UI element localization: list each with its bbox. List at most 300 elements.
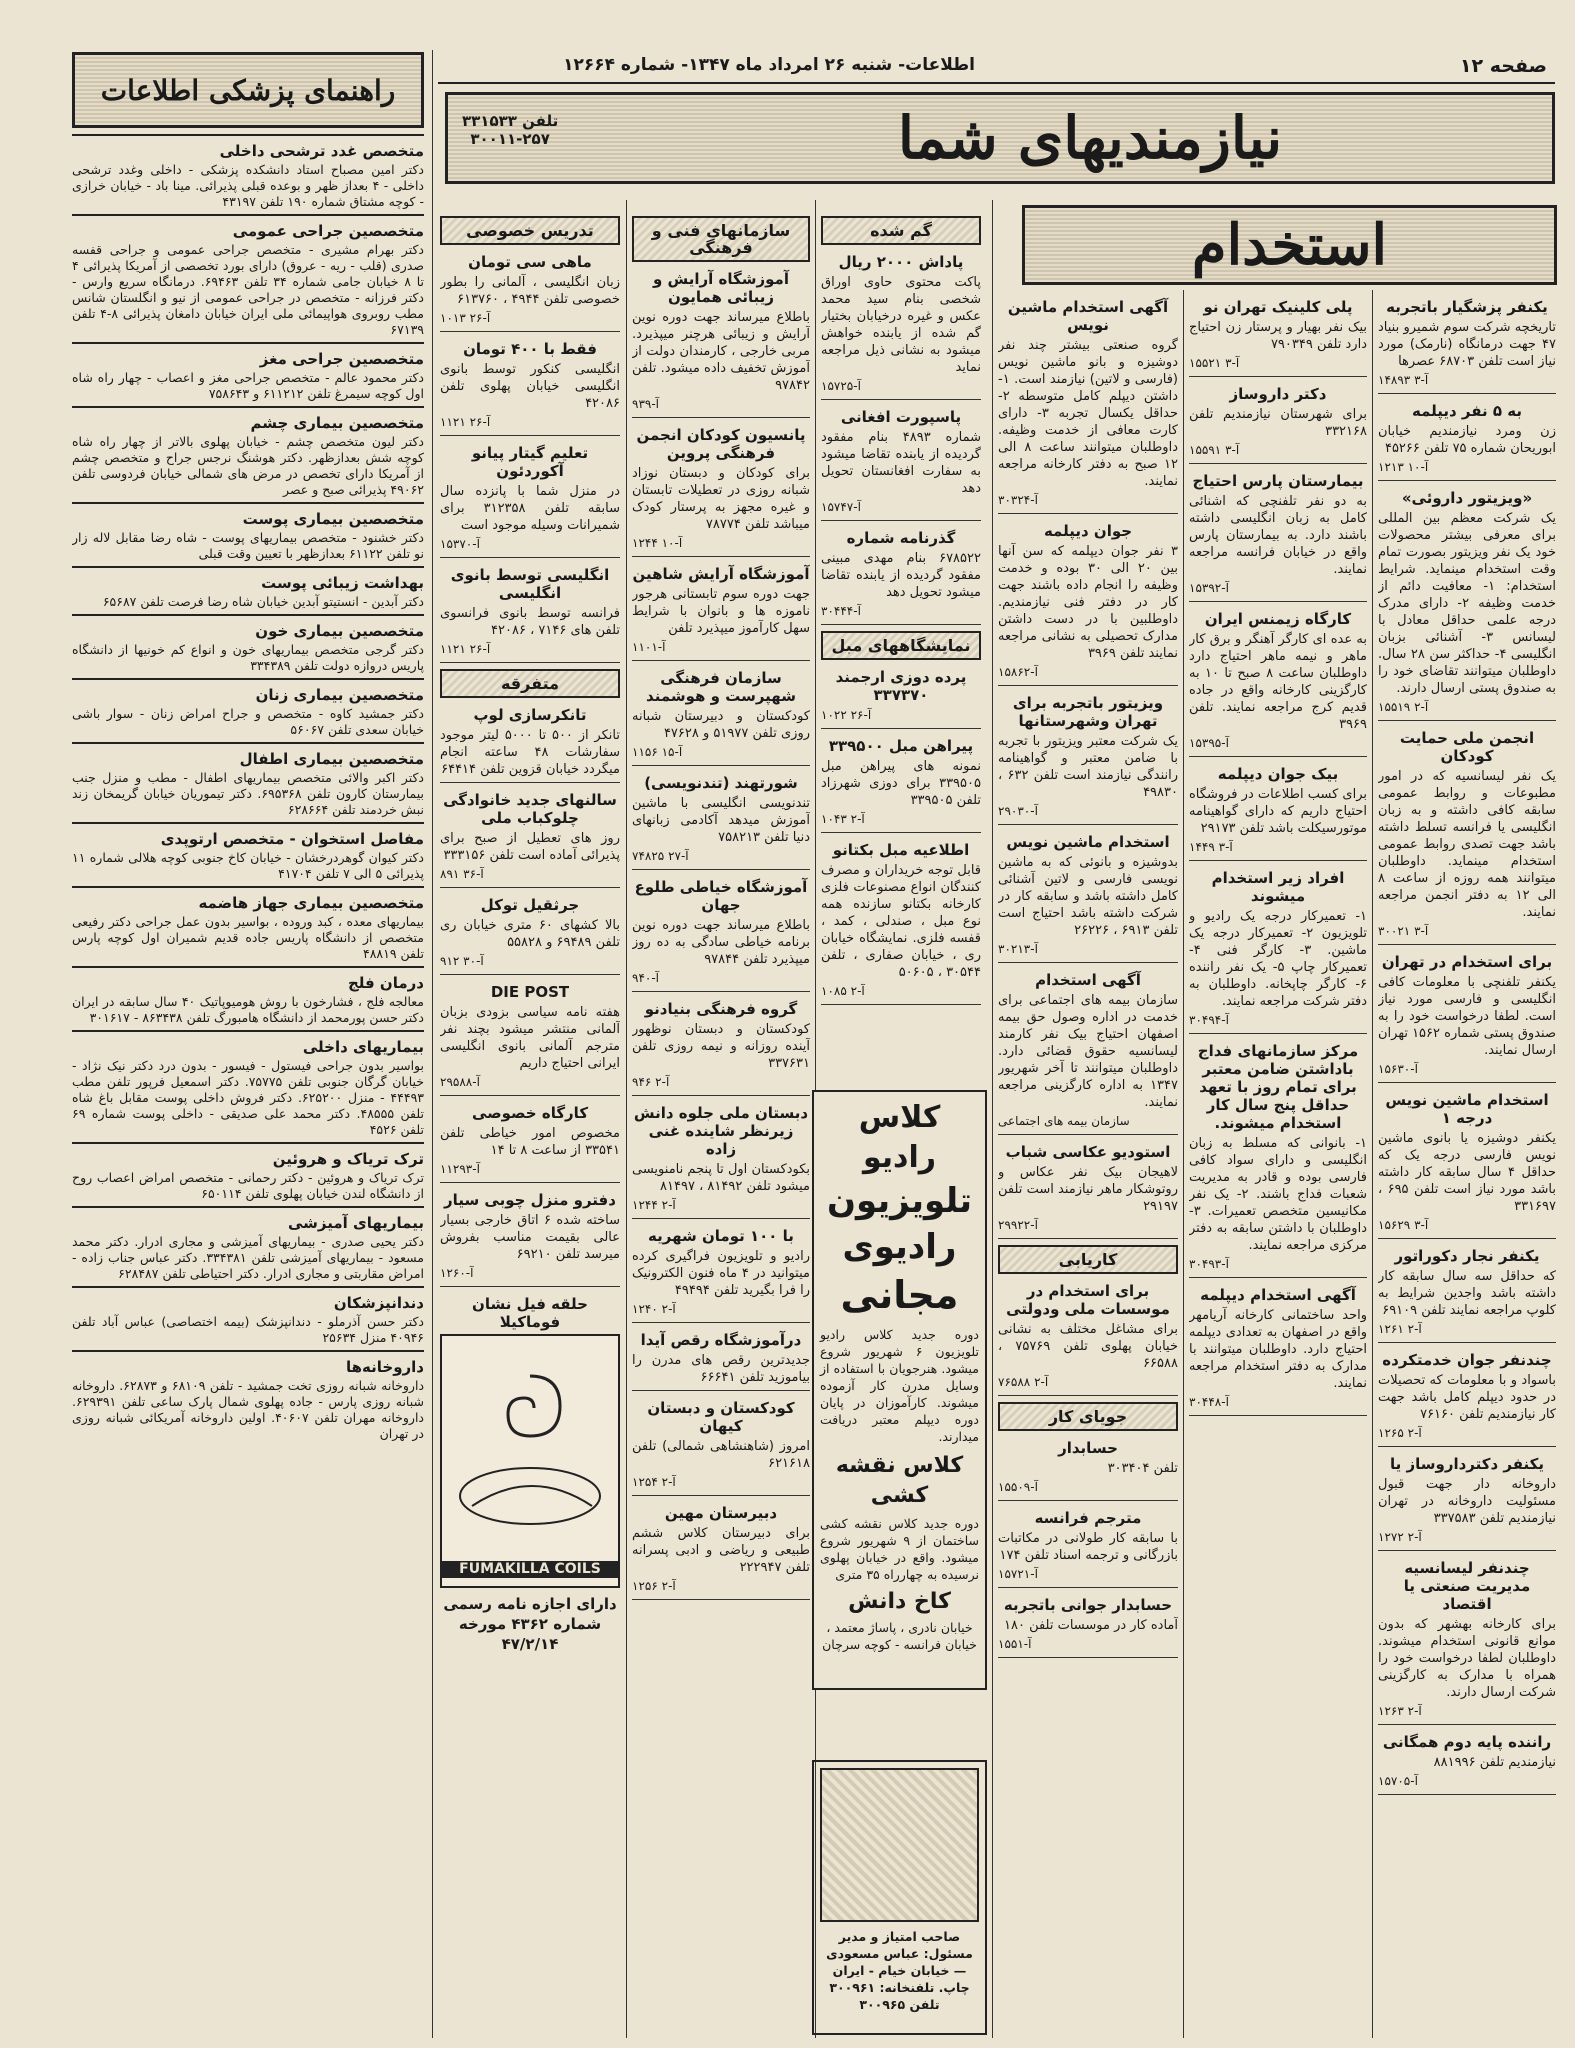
ad-title: آموزشگاه آرایش شاهین	[632, 565, 810, 583]
ad-divider	[998, 1657, 1178, 1658]
medical-section-text: دکتر حسن آذرملو - دندانپزشک (بیمه اختصاصی) عباس آباد تلفن ۴۰۹۴۶ منزل ۲۵۶۳۴	[72, 1314, 424, 1345]
ad-text: بکودکستان اول تا پنجم نامنویسی میشود تلفن ۸۱۴۹۲ ، ۸۱۴۹۷	[632, 1162, 810, 1194]
ad-title: پاداش ۲۰۰۰ ریال	[838, 253, 964, 271]
ad-divider	[440, 974, 620, 975]
ad-title: انگلیسی توسط بانوی انگلیسی	[450, 566, 610, 602]
ad-text: در منزل شما با پانزده سال سابقه تلفن ۳۱۲۳۵۸ برای شمیرانات وسیله موجود است	[440, 484, 620, 533]
section-bar	[72, 1286, 424, 1288]
ad-divider	[440, 557, 620, 558]
ad-ref: آ-۲۹۵۸۸	[440, 1075, 480, 1089]
ad-ref: آ-۲۹۰۳۰	[998, 804, 1038, 818]
column-divider	[626, 200, 627, 2038]
ad-divider	[1378, 1724, 1556, 1725]
section-bar	[72, 342, 424, 344]
section-bar	[72, 1350, 424, 1352]
ad-ref: آ-۳۰۳۲۴	[998, 493, 1038, 507]
radio-class-ad	[812, 1090, 987, 1690]
tadris-head: تدریس خصوصی	[440, 216, 620, 245]
ad-title: حسابدار جوانی باتجربه	[1003, 1596, 1173, 1614]
ad-divider	[998, 1238, 1178, 1239]
medical-section-title: بیماریهای داخلی	[302, 1038, 424, 1056]
medical-section-title: متخصصین بیماری اطفال	[239, 750, 424, 768]
ad-text: مخصوص امور خیاطی تلفن ۳۳۵۴۱ از ساعت ۸ تا ۱۴	[440, 1126, 620, 1158]
ad-ref: آ-۹۴۰	[632, 971, 660, 985]
ad-divider	[632, 869, 810, 870]
medical-section-text: معالجه فلج ، فشارخون با روش هومیوپاتیک ۴۰ سال سابقه در ایران دکتر حسن پورمحمد از دانشگاه هامبورگ تلفن ۸۶۳۴۳۸ - ۳۰۱۶۱۷	[72, 994, 424, 1025]
ad-text: شماره ۴۸۹۳ بنام مفقود گردیده از یابنده تقاضا میشود به سفارت افغانستان تحویل دهد	[821, 430, 981, 496]
ad-text: برای دبیرستان کلاس ششم طبیعی و ریاضی و ادبی پسرانه تلفن ۲۲۲۹۴۷	[632, 1526, 810, 1575]
ad-ref: آ-۳ ۳۰۰۲۱	[1378, 924, 1429, 938]
medical-section-title: داروخانه‌ها	[345, 1358, 424, 1376]
ad-divider	[1189, 860, 1367, 861]
ad-ref: آ-۱۰ ۱۲۴۴	[632, 536, 683, 550]
radio-line-3: رادیوی	[842, 1227, 957, 1267]
ad-title: پرده دوزی ارجمند ۳۳۷۳۷۰	[835, 668, 967, 704]
ad-ref: آ-۳۶ ۸۹۱	[440, 867, 484, 881]
ad-title: بیمارستان پارس احتیاج	[1192, 472, 1364, 490]
ad-ref: آ-۲ ۱۲۴۴	[632, 1198, 676, 1212]
radio-text: دوره جدید کلاس رادیو تلویزیون ۶ شهریور شروع میشود. هنرجویان با استفاده از وسایل مدرن کار آزموده میشوند. کارآموزان در پایان دوره دیپلم معتبر دریافت میدارند.	[820, 1327, 979, 1444]
ad-ref: آ-۱۰ ۱۲۱۳	[1378, 460, 1429, 474]
ad-title: کارگاه خصوصی	[471, 1104, 589, 1122]
medical-guide-title: راهنمای پزشکی اطلاعات	[100, 73, 396, 107]
ettelaat-text: صاحب امتیاز و مدیر مسئول: عباس مسعودی — خیابان خیام - ایران چاپ. تلفنخانه: ۳۰۰۹۶۱ تلفن ۳۰۰۹۶۵	[826, 1929, 973, 2012]
misc-ads	[440, 706, 620, 1287]
ad-divider	[440, 1182, 620, 1183]
estekhdam-title: استخدام	[1191, 212, 1388, 278]
ad-text: برای کسب اطلاعات در فروشگاه احتیاج داریم که دارای گواهینامه موتورسیکلت باشد تلفن ۲۹۱۷۳	[1189, 787, 1367, 836]
medical-section-title: درمان فلج	[347, 974, 424, 992]
medical-section-text: دکتر محمود عالم - متخصص جراحی مغز و اعصاب - چهار راه شاه اول کوچه سیمرغ تلفن ۶۱۱۲۱۲ و ۷۵۸۶۴۳	[72, 370, 424, 401]
medical-section-text: دکتر جمشید کاوه - متخصص و جراح امراض زنان - سوار باشی خیابان سعدی تلفن ۵۶۰۶۷	[72, 706, 424, 737]
column-divider	[432, 50, 433, 2038]
ad-text: روز های تعطیل از صبح برای پذیرائی آماده است تلفن ۳۳۳۱۵۶	[440, 831, 620, 863]
ad-title: با ۱۰۰ تومان شهریه	[648, 1227, 794, 1245]
ad-ref: آ-۹۳۹	[632, 397, 660, 411]
page-number: صفحه ۱۲	[1459, 55, 1547, 77]
medical-section-text: دکتر اکبر والائی متخصص بیماریهای اطفال - مطب و منزل جنب بیمارستان کارون تلفن ۶۹۵۳۶۸. دکتر تیموریان خیابان گریمخان زند نبش خردمند تلفن ۶۲۸۶۶۴	[72, 770, 424, 817]
ad-title: دفترو منزل چوبی سیار	[444, 1191, 616, 1209]
license-note: دارای اجازه نامه رسمی شماره ۴۳۶۲ مورخه ۴۷/۲/۱۴	[443, 1595, 617, 1653]
banner-title: نیازمندیهای شما	[897, 104, 1283, 172]
ad-divider	[821, 1004, 981, 1005]
ad-text: به دو نفر تلفنچی که اشنائی کامل به زبان انگلیسی داشته باشند دارد. به بیمارستان پارس واقع در خیابان فرانسه مراجعه نمایند.	[1189, 494, 1367, 577]
ad-divider	[440, 887, 620, 888]
section-bar	[72, 614, 424, 616]
medical-section-title: بیماریهای آمیزشی	[287, 1214, 424, 1232]
furniture-ads	[821, 668, 981, 1005]
ad-ref: آ-۱۵۷۲۱	[998, 1567, 1038, 1581]
ad-divider	[632, 1495, 810, 1496]
ad-divider	[1378, 1794, 1556, 1795]
medical-section-text: دکتر آبدین - انستیتو آبدین خیابان شاه رضا فرصت تلفن ۶۵۶۸۷	[102, 594, 424, 609]
ad-text: زبان انگلیسی ، آلمانی را بطور خصوصی تلفن ۴۹۴۴ ، ۶۱۳۷۶۰	[440, 275, 620, 307]
medical-section-title: ترک تریاک و هروئین	[272, 1150, 424, 1168]
seeker-head: جویای کار	[998, 1402, 1178, 1431]
ad-text: تاریخچه شرکت سوم شمیرو بنیاد ۴۷ جهت درمانگاه (نارمک) مورد نیاز است تلفن ۶۸۷۰۳ عصرها	[1378, 320, 1556, 369]
ad-ref: سازمان بیمه های اجتماعی	[998, 1114, 1130, 1128]
ad-divider	[440, 1095, 620, 1096]
medical-section-text: بواسیر بدون جراحی فیستول - فیسور - بدون درد دکتر نیک نژاد - خیابان گرگان جنوبی تلفن ۷۵۷۷۵. دکتر اسمعیل فرپور تلفن مطب ۴۴۴۹۳ - منزل ۶۲۵۲۰۰. دکتر فروش داخلی پوست مقابل باغ شاه تلفن ۴۸۵۵۵. دکتر محمد علی صدیقی - داخلی پوست شماره ۶۹ تلفن ۴۵۲۶	[72, 1058, 424, 1137]
ad-ref: آ-۱۵ ۱۱۵۶	[632, 745, 683, 759]
ad-text: یکنفر تلفنچی با معلومات کافی انگلیسی و فارسی مورد نیاز است. لطفا درخواست خود را به صندوق پستی شماره ۱۵۶۲ تهران ارسال نمایند.	[1378, 975, 1556, 1058]
ad-title: انجمن ملی حمایت کودکان	[1399, 729, 1535, 765]
ad-divider	[821, 399, 981, 400]
ad-text: هفته نامه سیاسی بزودی بزبان آلمانی منتشر میشود بچند نفر مترجم آلمانی بانوی انگلیسی ایرانی احتیاج داریم	[440, 1005, 620, 1071]
ad-ref: آ-۱۵۳۷۰	[440, 537, 480, 551]
ad-ref: آ-۲ ۹۴۶	[632, 1075, 670, 1089]
ad-text: برای مشاغل مختلف به نشانی خیابان پهلوی تلفن ۷۵۷۶۹ ، ۶۶۵۸۸	[998, 1322, 1178, 1371]
ad-text: برای کارخانه بهشهر که بدون موانع قانونی استخدام میشوند. داوطلبان لطفا درخواست خود را همراه با مدارک به کارگزینی شرکت ارسال دارند.	[1378, 1617, 1556, 1700]
ad-text: انگلیسی کنکور توسط بانوی انگلیسی خیابان پهلوی تلفن ۴۲۰۸۶	[440, 362, 620, 411]
column-hunar	[632, 210, 810, 2040]
ad-divider	[821, 520, 981, 521]
medical-section-text: دکتر امین مصباح استاد دانشکده پزشکی - داخلی وغدد ترشحی داخلی - ۴ بعداز ظهر و بوعده قبلی پذیرائی. مینا باد - خیابان خرازی - کوچه مشتاق شماره ۱۹۰ تلفن ۴۳۱۹۷	[72, 162, 424, 209]
ad-title: استودیو عکاسی شباب	[1005, 1143, 1171, 1161]
ad-divider	[821, 832, 981, 833]
ad-ref: آ-۲۷ ۷۴۸۲۵	[632, 849, 689, 863]
ad-title: پیراهن مبل ۳۳۹۵۰۰	[828, 737, 974, 755]
ad-text: برای شهرستان نیازمندیم تلفن ۳۳۲۱۶۸	[1189, 407, 1367, 439]
lost-ads	[821, 253, 981, 625]
ad-title: چندنفر جوان خدمتکرده	[1382, 1351, 1552, 1369]
ad-title: «ویزیتور داروئی»	[1401, 489, 1533, 507]
ad-title: پانسیون کودکان انجمن فرهنگی پروین	[636, 426, 806, 462]
ad-divider	[1378, 393, 1556, 394]
ad-ref: آ-۲ ۷۶۵۸۸	[998, 1375, 1049, 1389]
ad-text: باطلاع میرساند جهت دوره نوین برنامه خیاطی سادگی به ده روز میپذیرد تلفن ۹۷۸۴۴	[632, 918, 810, 967]
ad-text: بدوشیزه و بانوئی که به ماشین نویسی فارسی و لاتین آشنائی کامل داشته باشد و سابقه کار در شرکت داشته باشد احتیاج است تلفن ۶۹۱۳ ، ۲۶۲۲۶	[998, 855, 1178, 938]
ad-divider	[998, 1395, 1178, 1396]
ad-divider	[1378, 1446, 1556, 1447]
ad-divider	[1378, 1238, 1556, 1239]
ad-ref: آ-۲ ۱۲۴۰	[632, 1302, 676, 1316]
ad-ref: آ-۳ ۱۵۵۲۱	[1189, 356, 1240, 370]
section-bar	[72, 742, 424, 744]
ad-text: سازمان بیمه های اجتماعی برای خدمت در اداره وصول حق بیمه اصفهان احتیاج بیک نفر کارمند لیسانسیه حقوق قضائی دارد. داوطلبان میتوانند تا آخر شهریور ۱۳۴۷ به اداره کارگزینی مراجعه نمایند.	[998, 993, 1178, 1110]
ad-title: ویزیتور باتجربه برای تهران وشهرستانها	[1012, 694, 1164, 730]
ad-title: مترجم فرانسه	[1034, 1509, 1142, 1527]
ad-text: امروز (شاهنشاهی شمالی) تلفن ۶۲۱۶۱۸	[632, 1439, 810, 1471]
ad-text: واحد ساختمانی کارخانه آریامهر واقع در اصفهان به تعدادی دیپلمه احتیاج دارد. داوطلبان میتوانند با مدارک به دفتر استخدام مراجعه نمایند.	[1189, 1308, 1367, 1391]
ad-text: ۱- بانوانی که مسلط به زبان انگلیسی و دارای سواد کافی فارسی بوده و قادر به مدیریت شعبات فداج باشند. ۲- یک نفر مکانیسین متخصص تعمیرات. ۳- داوطلبان با داشتن سابقه به دفتر مرکزی مراجعه نمایند.	[1189, 1136, 1367, 1253]
section-bar	[72, 134, 424, 136]
section-bar	[72, 566, 424, 568]
jobsearch-head: کاریابی	[998, 1245, 1178, 1274]
ad-text: به عده ای کارگر آهنگر و برق کار ماهر و نیمه ماهر احتیاج دارد داوطلبان ساعت ۸ صبح تا ۱۰ به کارگزینی کارخانه واقع در جاده قدیم کرج مراجعه نمایند. تلفن ۳۹۶۹	[1189, 632, 1367, 732]
ad-divider	[1189, 756, 1367, 757]
ad-text: کودکستان و دبستان نوظهور آینده روزانه و نیمه روزی تلفن ۳۳۷۶۳۱	[632, 1022, 810, 1071]
ad-text: نمونه های پیراهن مبل ۳۳۹۵۰۵ برای دوزی شهرزاد تلفن ۳۳۹۵۰۵	[821, 759, 981, 808]
ad-ref: آ-۱۱۰۱	[632, 640, 666, 654]
medical-section-text: دکتر لیون متخصص چشم - خیابان پهلوی بالاتر از چهار راه شاه کوچه شش بعدازظهر. دکتر هوشنگ نرجس جراح و متخصص چشم از آمریکا دارای تخصص در مرض های شمالی خیابان فردوسی تلفن ۴۹۰۶۲ پذیرائی صبح و عصر	[72, 434, 424, 497]
ad-ref: آ-۲ ۱۰۸۵	[821, 984, 865, 998]
ad-title: سازمان فرهنگی شهپرست و هوشمند	[646, 669, 796, 705]
ad-divider	[632, 556, 810, 557]
ad-ref: آ-۲۶ ۱۰۲۲	[821, 708, 872, 722]
ad-ref: آ-۱۵۵۰۹	[998, 1480, 1038, 1494]
ad-ref: آ-۳۰۴۹۴	[1189, 1013, 1229, 1027]
ad-text: ۶۷۸۵۲۲ بنام مهدی مبینی مفقود گردیده از یابنده تقاضا میشود تحویل دهد	[821, 551, 981, 600]
ad-divider	[632, 1599, 810, 1600]
ad-title: درآموزشگاه رقص آیدا	[640, 1331, 802, 1349]
ad-ref: آ-۱۵۳۹۵	[1189, 736, 1229, 750]
ad-ref: آ-۱۱۲۹۳	[440, 1162, 480, 1176]
ad-text: ۱- تعمیرکار درجه یک رادیو و تلویزیون ۲- تعمیرکار درجه یک ماشین. ۳- کارگر فنی ۴- تعمیرکار چاپ ۵- یک نفر راننده ۶- کارگر چاپخانه. داوطلبان به دفتر شرکت مراجعه نمایند.	[1189, 909, 1367, 1009]
section-bar	[72, 1206, 424, 1208]
ad-text: تندنویسی انگلیسی با ماشین آموزش میدهد آکادمی زبانهای دنیا تلفن ۷۵۸۲۱۳	[632, 796, 810, 845]
ad-text: زن ومرد نیازمندیم خیابان ابوریحان شماره ۷۵ تلفن ۴۵۲۶۶	[1378, 424, 1556, 456]
ad-text: قابل توجه خریداران و مصرف کنندگان انواع مصنوعات فلزی کارخانه بکتانو سازنده همه نوع مبل ، صندلی ، کمد ، قفسه فلزی. نمایشگاه خیابان ری ، خیابان صفاری ، تلفن ۳۰۵۴۴ ، ۵۰۶۰۵	[821, 863, 981, 980]
ad-divider	[440, 1286, 620, 1287]
ad-ref: آ-۲ ۱۲۶۵	[1378, 1426, 1422, 1440]
ad-title: افراد زیر استخدام میشوند	[1211, 869, 1345, 905]
ad-text: جهت دوره سوم تابستانی هرجور ناموزه ها و بانوان با شرایط سهل کارآموز میپذیرد تلفن	[632, 587, 810, 636]
medical-section-text: دکتر گرجی متخصص بیماریهای خون و انواع کم خونیها از دانشگاه پاریس دروازه دولت تلفن ۳۳۴۳۸۹	[72, 642, 424, 673]
ad-divider	[1378, 1342, 1556, 1343]
ad-title: ماهی سی تومان	[468, 253, 592, 271]
ad-ref: آ-۲ ۱۲۷۲	[1378, 1530, 1422, 1544]
ad-ref: آ-۱۵۷۲۵	[821, 379, 861, 393]
mosquito-coil-icon	[442, 1336, 618, 1536]
ad-divider	[632, 1322, 810, 1323]
ad-title: یکنفر نجار دکوراتور	[1394, 1247, 1540, 1265]
ad-title: پلی کلینیک تهران نو	[1203, 298, 1353, 316]
ad-ref: آ-۲ ۱۲۶۳	[1378, 1704, 1422, 1718]
section-bar	[72, 822, 424, 824]
medical-section-title: متخصصین جراحی مغز	[259, 350, 424, 368]
ad-divider	[998, 513, 1178, 514]
ad-text: داروخانه دار جهت قبول مسئولیت داروخانه در تهران نیازمندیم تلفن ۳۳۷۵۸۳	[1378, 1477, 1556, 1526]
ad-text: باطلاع میرساند جهت دوره نوین آرایش و زیبائی هرچنر میپذیرد. مربی خارجی ، کارمندان دولت از آموزش تخفیف داده میشود. تلفن ۹۷۸۴۲	[632, 310, 810, 393]
ad-text: با سابقه کار طولانی در مکاتبات بازرگانی و ترجمه اسناد تلفن ۱۷۴	[998, 1531, 1178, 1563]
medical-section-title: متخصصین بیماری چشم	[250, 414, 424, 432]
section-bar	[72, 406, 424, 408]
ad-text: بالا کشهای ۶۰ متری خیابان ری تلفن ۶۹۴۸۹ و ۵۵۸۲۸	[440, 918, 620, 950]
ad-text: تانکر از ۵۰۰ تا ۵۰۰۰ لیتر موجود سفارشات ۴۸ ساعته انجام میگردد خیابان قزوین تلفن ۶۴۴۱۴	[440, 728, 620, 777]
ad-divider	[1189, 463, 1367, 464]
ad-divider	[1189, 601, 1367, 602]
ad-title: تانکرسازی لوپ	[473, 706, 587, 724]
medical-section-title: متخصصین جراحی عمومی	[232, 222, 424, 240]
hunar-ads	[632, 270, 810, 1600]
ad-title: دکتر داروساز	[1229, 385, 1327, 403]
ad-divider	[998, 1500, 1178, 1501]
ad-title: برای استخدام در تهران	[1381, 953, 1553, 971]
radio-h3: کاخ دانش	[848, 1589, 951, 1614]
medical-section-text: داروخانه شبانه روزی تخت جمشید - تلفن ۶۸۱۰۹ و ۶۲۸۷۳. داروخانه شبانه روزی پارس - جاده پهلوی شمال پارک ساعی تلفن ۶۲۹۳۹۱. داروخانه مهران تلفن ۴۰۶۰۷. اولین داروخانه آمریکائی شبانه روزی در تهران	[72, 1378, 424, 1441]
ad-divider	[1189, 1277, 1367, 1278]
ad-ref: آ-۲۹۹۲۲	[998, 1218, 1038, 1232]
section-bar	[72, 214, 424, 216]
ad-divider	[1378, 720, 1556, 721]
ad-ref: آ-۱۵۵۱	[998, 1637, 1032, 1651]
ad-text: لاهیجان بیک نفر عکاس و روتوشکار ماهر نیازمند است تلفن ۲۹۱۹۷	[998, 1165, 1178, 1214]
ad-title: بیک جوان دیپلمه	[1217, 765, 1339, 783]
ad-divider	[1189, 376, 1367, 377]
ad-title: گروه فرهنگی بنیادنو	[644, 1000, 798, 1018]
ad-text: یک شرکت معظم بین المللی برای معرفی بیشتر محصولات خود یک نفر ویزیتور بصورت تمام وقت استخدام مینماید. شرایط استخدام: ۱- معافیت دائم از خدمت وظیفه ۲- دارای مدرک درجه علمی حداقل معادل با لیسانس ۳- آشنائی بزبان انگلیسی ۴- حداکثر سن ۲۸ سال. داوطلبان میتوانند تقاضای خود را به صندوق پستی ارسال دارند.	[1378, 511, 1556, 696]
ad-title: برای استخدام در موسسات ملی ودولتی	[1006, 1282, 1170, 1318]
medical-section-title: متخصصین بیماری خون	[255, 622, 424, 640]
ad-title: استخدام ماشین نویس درجه ۱	[1385, 1091, 1549, 1127]
ad-ref: آ-۲ ۱۵۵۱۹	[1378, 700, 1429, 714]
ad-divider	[998, 1134, 1178, 1135]
radio-line-1: کلاس رادیو	[858, 1100, 941, 1175]
ad-title: سالنهای جدید خانوادگی چلوکباب ملی	[443, 791, 617, 827]
section-bar	[72, 966, 424, 968]
ad-ref: آ-۳۰ ۹۱۲	[440, 954, 484, 968]
ad-divider	[632, 417, 810, 418]
estekhdam-title-box	[1022, 205, 1557, 285]
ad-divider	[1378, 1082, 1556, 1083]
ad-text: بیک نفر بهیار و پرستار زن احتیاج دارد تلفن ۷۹۰۳۴۹	[1189, 320, 1367, 352]
lost-head: گم شده	[821, 216, 981, 245]
medical-section-title: متخصصین بیماری زنان	[255, 686, 424, 704]
ad-divider	[1189, 1415, 1367, 1416]
ad-divider	[632, 1095, 810, 1096]
medical-section-text: دکتر بهرام مشیری - متخصص جراحی عمومی و جراحی قفسه صدری (قلب - ریه - عروق) دارای بورد تخصصی از آمریکا پذیرائی ۴ تا ۸ خیابان جامی شماره ۳۴ تلفن ۶۹۴۶۳. درمانگاه سریع وارس - دکتر فرزانه - متخصص در جراحی عمومی از نیو و انگلستان شانس مطب روبروی هواپیمائی ملی ایران خیابان دامغان پذیرائی ۸-۴ تلفن ۶۷۱۳۹	[72, 242, 424, 337]
ettelaat-logo	[820, 1768, 979, 1922]
ad-ref: آ-۲ ۱۲۶۱	[1378, 1322, 1422, 1336]
ad-ref: آ-۳ ۱۵۵۹۱	[1189, 443, 1240, 457]
ad-title: مرکز سازمانهای فداج باداشتن ضامن معتبر برای تمام روز با تعهد حداقل پنج سال کار استخدام میشوند.	[1197, 1042, 1359, 1132]
ad-text: فرانسه توسط بانوی فرانسوی تلفن های ۷۱۴۶ ، ۴۲۰۸۶	[440, 606, 620, 638]
column-divider	[1183, 290, 1184, 2038]
ad-ref: آ-۱۵۸۶۲	[998, 665, 1038, 679]
ad-text: ساخته شده ۶ اتاق خارجی بسیار عالی بقیمت مناسب بفروش میرسد تلفن ۶۹۲۱۰	[440, 1213, 620, 1262]
ad-text: آماده کار در موسسات تلفن ۱۸۰	[1003, 1618, 1178, 1633]
seeker-ads	[998, 1439, 1178, 1658]
ad-divider	[1378, 1550, 1556, 1551]
ad-ref: آ-۱۵۷۰۵	[1378, 1774, 1418, 1788]
ad-ref: آ-۳ ۱۴۴۹	[1189, 840, 1233, 854]
ad-divider	[632, 1218, 810, 1219]
ad-divider	[632, 765, 810, 766]
ad-ref: آ-۲ ۱۲۵۶	[632, 1579, 676, 1593]
ettelaat-box	[812, 1760, 987, 2035]
column-estekhdam-1	[998, 290, 1178, 2040]
ad-title: حسابدار	[1058, 1439, 1118, 1457]
issue-line: اطلاعات- شنبه ۲۶ امرداد ماه ۱۳۴۷- شماره ۱۲۶۶۴	[563, 55, 975, 75]
ad-ref: آ-۲ ۱۲۵۴	[632, 1475, 676, 1489]
header-rule	[438, 82, 1555, 84]
ad-divider	[1378, 480, 1556, 481]
fumakilla-brand: FUMAKILLA COILS	[442, 1561, 618, 1578]
ad-divider	[821, 624, 981, 625]
ad-divider	[998, 962, 1178, 963]
column-divider	[992, 200, 993, 2038]
ad-text: جدیدترین رقص های مدرن را بیاموزید تلفن ۶۶۶۴۱	[632, 1353, 810, 1385]
ad-title: به ۵ نفر دیپلمه	[1411, 402, 1523, 420]
ad-title: استخدام ماشین نویس	[1006, 833, 1170, 851]
ad-text: برای کودکان و دبستان نوزاد شبانه روزی در تعطیلات تابستان و غیره مجهز به پرستار کودک میباشد تلفن ۷۸۷۷۴	[632, 466, 810, 532]
ad-title: راننده پایه دوم همگانی	[1382, 1733, 1552, 1751]
fumakilla-ad	[440, 1334, 620, 1588]
ad-title: اطلاعیه مبل بکتانو	[832, 841, 970, 859]
ad-title: دبیرستان مهین	[664, 1504, 778, 1522]
ad-title: آگهی استخدام ماشین نویس	[1007, 298, 1169, 334]
section-bar	[72, 1142, 424, 1144]
ad-divider	[632, 1390, 810, 1391]
ad-text: یکنفر دوشیزه یا بانوی ماشین نویس فارسی درجه یک که حداقل ۴ سال سابقه کار داشته باشد مورد نیاز است تلفن ۶۹۵ ، ۳۳۱۶۹۷	[1378, 1131, 1556, 1214]
ad-title: دبستان ملی جلوه دانش زیرنظر شاینده غنی زاده	[633, 1104, 809, 1158]
estekhdam1-ads	[998, 298, 1178, 1239]
ad-title: آموزشگاه آرایش و زیبائی همایون	[653, 270, 789, 306]
column-divider	[1372, 290, 1373, 2038]
ad-title: جوان دیپلمه	[1043, 522, 1133, 540]
radio-text-3: خیابان نادری ، پاساژ معتمد ، خیابان فرانسه - کوچه سرچان	[822, 1620, 977, 1652]
banner-phones: تلفن ۳۳۱۵۳۳ ۳۰۰۱۱-۲۵۷	[462, 112, 559, 148]
furniture-head: نمایشگاههای مبل	[821, 631, 981, 660]
ad-text: ۳ نفر جوان دیپلمه که سن آنها بین ۲۰ الی ۳۰ بوده و خدمت وظیفه را انجام داده باشند جهت کار در دفتر فنی نیازمندیم. داوطلبین با در دست داشتن مدارک تحصیلی به نشانی مراجعه نمایند تلفن ۳۹۶۹	[998, 544, 1178, 661]
estekhdam3-ads	[1378, 298, 1556, 1795]
ad-text: کودکستان و دبیرستان شبانه روزی تلفن ۵۱۹۷۷ و ۴۷۶۲۸	[632, 709, 810, 741]
ad-title: کارگاه زیمنس ایران	[1204, 610, 1352, 628]
radio-line-4: مجانی	[840, 1273, 959, 1317]
ad-title: DIE POST	[490, 983, 570, 1001]
medical-section-title: متخصصین بیماری جهاز هاضمه	[198, 894, 424, 912]
ad-title: گذرنامه شماره	[846, 529, 956, 547]
film-ad-title: حلقه فیل نشان فوماکیلا	[472, 1295, 588, 1331]
radio-h2: کلاس نقشه کشی	[835, 1453, 964, 1508]
ad-text: یک شرکت معتبر ویزیتور با تجربه با ضامن معتبر و گواهینامه رانندگی نیازمند است تلفن ۶۳۲ ، ۴۹۸۳۰	[998, 734, 1178, 800]
medical-section-text: بیماریهای معده ، کبد وروده ، بواسیر بدون عمل جراحی دکتر رفیعی متخصص از دانشگاه پاریس جاده قدیم شمیران اول کوچه پارس تلفن ۴۸۸۱۹	[72, 914, 424, 961]
ad-ref: آ-۳۰۴۴۴	[821, 604, 861, 618]
ad-ref: آ-۲۶ ۱۱۲۱	[440, 642, 491, 656]
ad-text: رادیو و تلویزیون فراگیری کرده میتوانید در ۴ ماه فنون الکترونیک را فرا بگیرید تلفن ۴۹۴۹۴	[632, 1249, 810, 1298]
ad-text: باسواد و با معلومات که تحصیلات در حدود دیپلم کامل باشد جهت کار نیازمندیم تلفن ۷۶۱۶۰	[1378, 1373, 1556, 1422]
ad-ref: آ-۳۰۲۱۳	[998, 942, 1038, 956]
ad-ref: آ-۱۵۷۴۷	[821, 500, 861, 514]
radio-text-2: دوره جدید کلاس نقشه کشی ساختمان از ۹ شهریور شروع میشود. واقع در خیابان پهلوی نرسیده به چهارراه ۳۵ متری	[820, 1516, 979, 1582]
medical-guide	[72, 52, 424, 2037]
ad-ref: آ-۱۵۶۳۰	[1378, 1062, 1418, 1076]
section-bar	[72, 1030, 424, 1032]
ad-text: نیازمندیم تلفن ۸۸۱۹۹۶	[1433, 1755, 1556, 1770]
ad-title: شورتهند (تندنویسی)	[644, 774, 798, 792]
ad-divider	[440, 331, 620, 332]
ad-title: آگهی استخدام دیپلمه	[1200, 1286, 1356, 1304]
ad-title: پاسپورت افغانی	[840, 408, 962, 426]
ad-divider	[632, 660, 810, 661]
medical-section-text: دکتر خشنود - متخصص بیماریهای پوست - شاه رضا مقابل لاله زار نو تلفن ۶۱۱۲۲ بعدازظهر با تعیین وقت قبلی	[72, 530, 424, 561]
ad-divider	[440, 435, 620, 436]
medical-sections	[72, 134, 424, 1442]
ad-text: یک نفر لیسانسیه که در امور مطبوعات و روابط عمومی سابقه کافی داشته و به زبان انگلیسی یا فرانسه تسلط داشته باشد جهت تصدی روابط عمومی استخدام مینماید. داوطلبان میتوانند همه روزه از ساعت ۸ الی ۱۲ به دفتر انجمن مراجعه نمایند.	[1378, 769, 1556, 920]
ad-title: یکنفر دکترداروساز یا	[1389, 1455, 1544, 1473]
ad-title: آموزشگاه خیاطی طلوع جهان	[634, 878, 808, 914]
ad-divider	[632, 991, 810, 992]
ad-divider	[998, 685, 1178, 686]
ad-ref: آ-۳۰۴۴۸	[1189, 1395, 1229, 1409]
section-bar	[72, 502, 424, 504]
ad-title: جرثقیل توکل	[480, 896, 580, 914]
ad-divider	[440, 782, 620, 783]
ad-title: تعلیم گیتار پیانو آکوردئون	[471, 444, 589, 480]
ad-divider	[998, 1587, 1178, 1588]
ad-ref: آ-۱۲۶۰	[440, 1266, 474, 1280]
ad-text: پاکت محتوی حاوی اوراق شخصی بنام سید محمد عکس و غیره درخیابان بختیار گم شده از یابنده خواهش میشود به نشانی ذیل مراجعه نماید	[821, 275, 981, 375]
column-estekhdam-3	[1378, 290, 1556, 2040]
ad-text: تلفن ۳۰۳۴۰۴	[1107, 1461, 1178, 1476]
ad-divider	[440, 662, 620, 663]
ad-ref: آ-۳۰۴۹۳	[1189, 1257, 1229, 1271]
ad-title: آگهی استخدام	[1035, 971, 1141, 989]
ad-divider	[821, 728, 981, 729]
ad-ref: آ-۳ ۱۴۸۹۳	[1378, 373, 1429, 387]
medical-section-title: مفاصل استخوان - متخصص ارتوپدی	[160, 830, 424, 848]
